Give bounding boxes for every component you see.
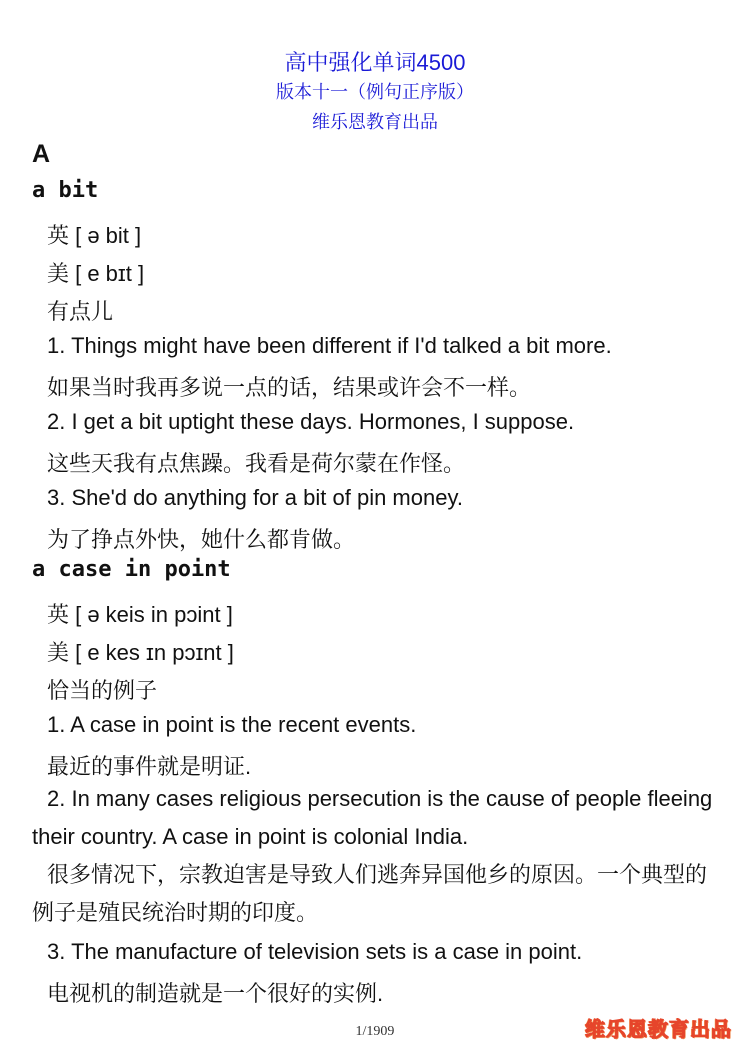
us-pronunciation: 美 [ e bɪt ] [47,261,145,286]
uk-pronunciation: 英 [ ə bit ] [47,223,142,248]
document-subtitle: 版本十一（例句正序版） [276,82,474,102]
example-en: 3. She'd do anything for a bit of pin money. [47,485,463,510]
example-en: 3. The manufacture of television sets is a case in point. [47,939,583,964]
document-title: 高中强化单词4500 [284,50,466,75]
watermark-logo: 维乐恩教育出品 [585,1019,732,1041]
section-letter: A [32,140,51,168]
example-zh: 很多情况下，宗教迫害是导致人们逃奔异国他乡的原因。一个典型的例子是殖民统治时期的印度。 [32,862,708,925]
document-publisher: 维乐恩教育出品 [312,112,438,132]
example-zh: 电视机的制造就是一个很好的实例. [47,981,384,1006]
us-pronunciation: 美 [ e kes ɪn pɔɪnt ] [47,640,234,665]
entry-word: a case in point [32,557,231,582]
example-zh: 如果当时我再多说一点的话，结果或许会不一样。 [47,375,532,400]
example-en: 1. Things might have been different if I'd talked a bit more. [47,333,612,358]
entry-meaning: 有点儿 [47,299,114,324]
entry-word: a bit [32,178,99,203]
example-zh: 为了挣点外快，她什么都肯做。 [47,527,356,552]
example-zh: 这些天我有点焦躁。我看是荷尔蒙在作怪。 [47,451,466,476]
example-en: 2. In many cases religious persecution is the cause of people fleeing their country. A case in point is colonial India. [32,786,713,849]
entry-meaning: 恰当的例子 [47,678,158,703]
uk-pronunciation: 英 [ ə keis in pɔint ] [47,602,233,627]
page-number: 1/1909 [355,1024,395,1039]
example-en: 1. A case in point is the recent events. [47,712,417,737]
example-zh: 最近的事件就是明证. [47,754,252,779]
example-en: 2. I get a bit uptight these days. Hormones, I suppose. [47,409,575,434]
